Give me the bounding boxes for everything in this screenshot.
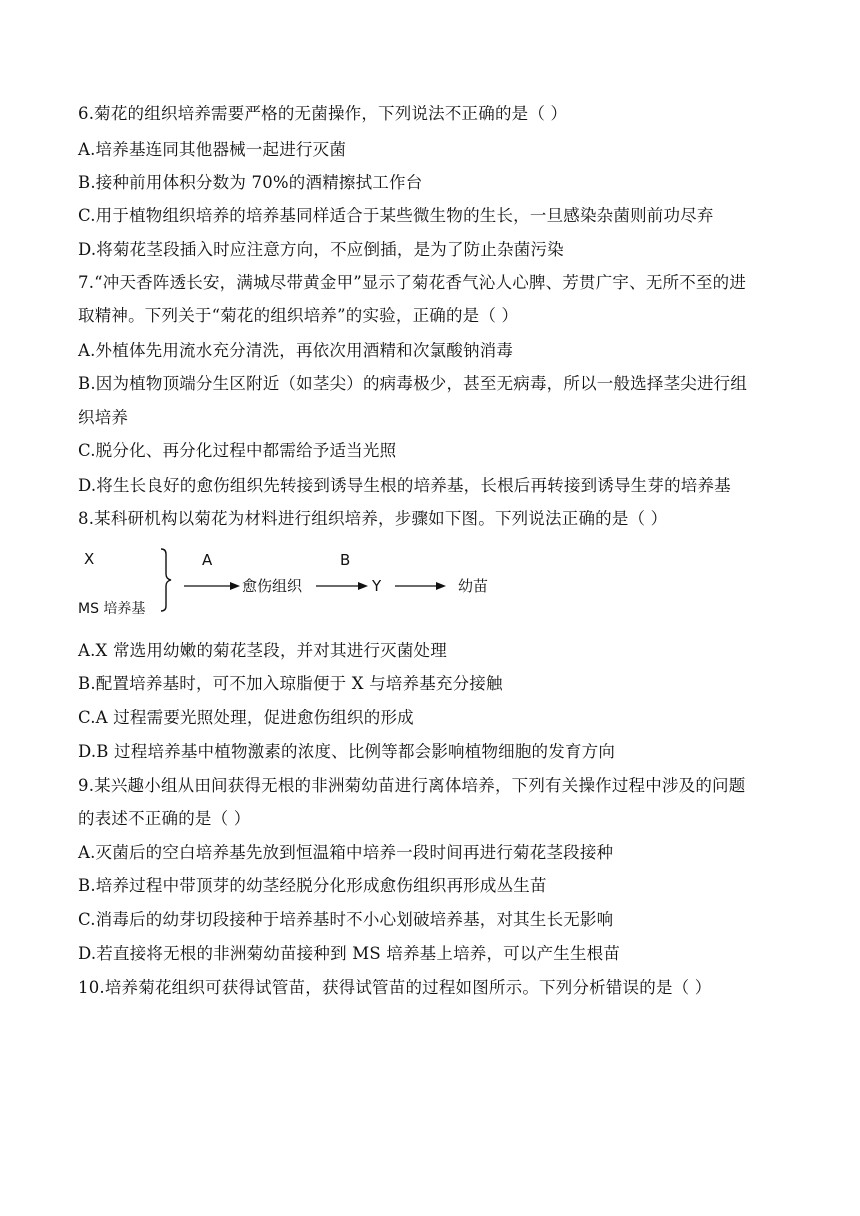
diagram-label-y: Y bbox=[372, 577, 382, 595]
q9-option-a: A.灭菌后的空白培养基先放到恒温箱中培养一段时间再进行菊花茎段接种 bbox=[78, 843, 614, 862]
q8-option-b: B.配置培养基时，可不加入琼脂便于 X 与培养基充分接触 bbox=[78, 674, 503, 693]
diagram-label-a: A bbox=[202, 551, 213, 569]
q10-stem: 10.培养菊花组织可获得试管苗，获得试管苗的过程如图所示。下列分析错误的是（ ） bbox=[78, 978, 712, 997]
q9-option-c: C.消毒后的幼芽切段接种于培养基时不小心划破培养基，对其生长无影响 bbox=[78, 910, 614, 929]
q7-stem-line1: 7.“冲天香阵透长安，满城尽带黄金甲”显示了菊花香气沁人心脾、芳贯广宇、无所不至的进 bbox=[78, 273, 747, 292]
q9-stem-line1: 9.某兴趣小组从田间获得无根的非洲菊幼苗进行离体培养，下列有关操作过程中涉及的问题 bbox=[78, 776, 746, 795]
q8-option-d: D.B 过程培养基中植物激素的浓度、比例等都会影响植物细胞的发育方向 bbox=[78, 742, 616, 761]
arrow-b-head bbox=[358, 582, 368, 590]
diagram-label-callus: 愈伤组织 bbox=[242, 577, 303, 595]
q7-option-d: D.将生长良好的愈伤组织先转接到诱导生根的培养基，长根后再转接到诱导生芽的培养基 bbox=[78, 476, 731, 495]
q7-stem-line2: 取精神。下列关于“菊花的组织培养”的实验，正确的是（ ） bbox=[78, 306, 519, 325]
diagram-label-ms-medium: MS 培养基 bbox=[78, 601, 146, 617]
q8-option-a: A.X 常选用幼嫩的菊花茎段，并对其进行灭菌处理 bbox=[78, 641, 447, 660]
q6-option-a: A.培养基连同其他器械一起进行灭菌 bbox=[78, 140, 347, 159]
q7-option-b-line1: B.因为植物顶端分生区附近（如茎尖）的病毒极少，甚至无病毒，所以一般选择茎尖进行组 bbox=[78, 374, 748, 393]
diagram-label-seedling: 幼苗 bbox=[458, 577, 489, 595]
q6-stem: 6.菊花的组织培养需要严格的无菌操作，下列说法不正确的是（ ） bbox=[78, 104, 568, 123]
q6-option-d: D.将菊花茎段插入时应注意方向，不应倒插，是为了防止杂菌污染 bbox=[78, 240, 564, 259]
q7-option-a: A.外植体先用流水充分清洗，再依次用酒精和次氯酸钠消毒 bbox=[78, 341, 514, 360]
q7-option-c: C.脱分化、再分化过程中都需给予适当光照 bbox=[78, 441, 397, 460]
diagram-label-b: B bbox=[340, 551, 351, 569]
q9-option-b: B.培养过程中带顶芽的幼茎经脱分化形成愈伤组织再形成丛生苗 bbox=[78, 876, 547, 895]
arrow-c-head bbox=[436, 582, 446, 590]
diagram-label-x: X bbox=[84, 550, 95, 568]
q7-option-b-line2: 织培养 bbox=[78, 408, 129, 427]
q9-option-d: D.若直接将无根的非洲菊幼苗接种到 MS 培养基上培养，可以产生生根苗 bbox=[78, 944, 621, 963]
tissue-culture-diagram bbox=[78, 546, 538, 618]
q6-option-c: C.用于植物组织培养的培养基同样适合于某些微生物的生长，一旦感染杂菌则前功尽弃 bbox=[78, 206, 714, 225]
q8-option-c: C.A 过程需要光照处理，促进愈伤组织的形成 bbox=[78, 708, 414, 727]
bracket-shape bbox=[161, 549, 171, 611]
q6-option-b: B.接种前用体积分数为 70%的酒精擦拭工作台 bbox=[78, 173, 423, 192]
q9-stem-line2: 的表述不正确的是（ ） bbox=[78, 809, 251, 828]
q8-stem: 8.某科研机构以菊花为材料进行组织培养，步骤如下图。下列说法正确的是（ ） bbox=[78, 509, 668, 528]
arrow-a-head bbox=[230, 582, 240, 590]
